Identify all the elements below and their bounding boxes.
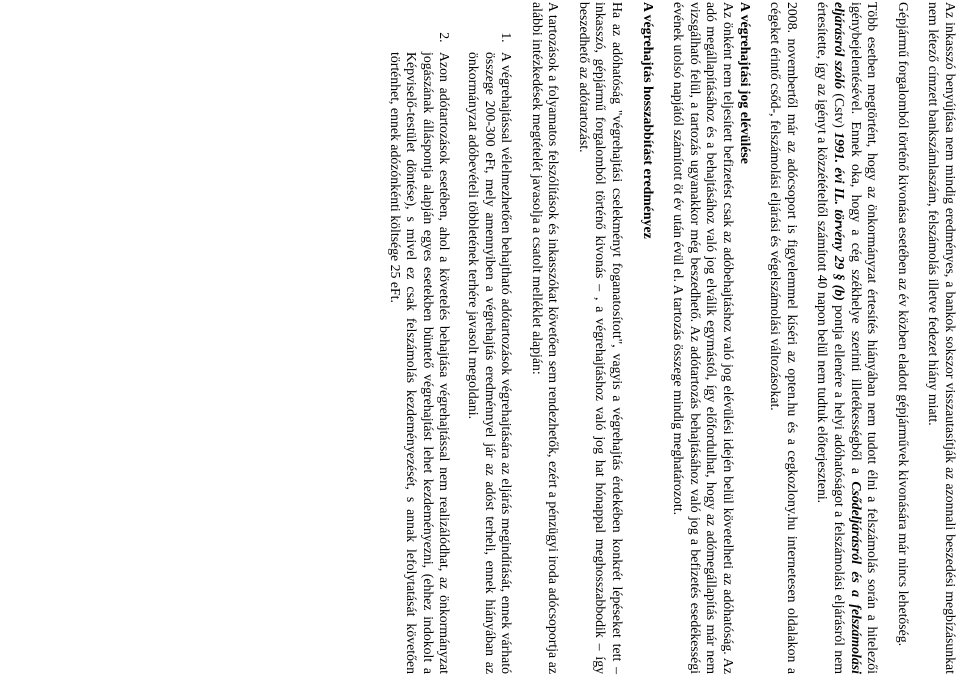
- law-title: Csődeljárásról és a felszámolási eljárásról szóló: [832, 2, 864, 674]
- paragraph-inkasszo: Az inkasszó benyújtása nem mindig eredményes, a bankok sokszor visszautasítják az azonnali beszedési megbízásunkat nem létező címzett bankszámlaszám, felszámolás illetve fedezet hiány miatt.: [926, 2, 958, 674]
- text-segment: (Cstv): [832, 89, 848, 133]
- paragraph-vegrehajtas: Ha az adóhatóság "végrehajtási cselekményt foganatosított", vagyis a végrehajtás érdekében konkrét lépéseket tett – inkasszó, gépjármű forgalomból történő kivonás – , a végrehajtáshoz való jog hat hónappal meghosszabbodik – így beszedhető az adótartozást.: [576, 2, 626, 674]
- measures-list: [386, 2, 514, 674]
- law-reference: 1991. évi IL. törvény 29 § (b): [832, 132, 848, 301]
- text-segment: Több esetben megtörtént, hogy az önkormányzat értesítés hiányában nem tudott élni a felszámolás során a hitelezői igénybejelentésével. Ennek oka, hogy a cég székhelye szerinti illetékességből a: [848, 2, 881, 674]
- paragraph-felszamolas: [814, 2, 880, 674]
- list-item: 2. Azon adótartozások esetében, ahol a követelés behajtása végrehajtással nem realizálódhat, az önkormányzat jogászának álláspontja alapján egyes esetekben büntető végrehajtást lehet kezdeményezni, (ehhez indokolt a Képviselő-testület döntése), s mivel ez csak felszámolás kezdeményezését, s annak lefolytatását követően történhet, ennek adózónkénti költsége 25 eFt.: [386, 46, 452, 674]
- text-segment: pontja ellenére a helyi adóhatóságot a felszámolási eljárásról nem értesítette, így az igényt a közzétételtől számított 40 napon belül nem tudtuk előterjeszteni.: [815, 2, 848, 675]
- heading-hosszabbitas: A végrehajtás hosszabbítást eredményez: [640, 2, 656, 239]
- paragraph-gepjarmu: Gépjármű forgalomból történő kivonása esetében az év közben eladott gépjárművek kivonására már nincs lehetőség.: [895, 2, 911, 647]
- paragraph-adocsoport: 2008. novembertől már az adócsoport is figyelemmel kíséri az opten.hu és a cegkozlony.hu internetesen oldalakon a cégeket érintő csőd-, felszámolási eljárási és végelszámolási változásokat.: [768, 2, 800, 674]
- list-item: 1. A végrehajtással vélelmezhetően behajtható adótartozások végrehajtására az eljárás megindítását, ennek várható összege 200-300 eFt, mely amennyiben a végrehajtás eredménnyel jár az adóst terheli, ennek hiányában az önkormányzat adóbevételi többletének terhére javasolt megoldani.: [464, 46, 514, 674]
- paragraph-intezkedesek: A tartozások a folyamatos felszólítások és inkasszókat követően sem rendezhetők, ezért a pénzügyi iroda adócsoportja az alábbi intézkedések megtételét javasolja a csatolt melléklet alapján:: [529, 2, 562, 674]
- paragraph-elevules: Az önként nem teljesített befizetést csak az adóbehajtáshoz való jog elévülési idején belül követelheti az adóhatóság. Az adó megállapításához és a behajtásához való jog elválik egymástól, így előfordulhat, hogy az adómegállapítás már nem vizsgálható felül, a tartozás ugyanakkor még beszedhető. Az adótartozás behajtásához való jog a befizetés esedékességi évének utolsó napjától számított öt év után évül el. A tartozás összege mindig meghatározott.: [671, 2, 737, 674]
- heading-elevules: A végrehajtási jog elévülése: [737, 2, 753, 164]
